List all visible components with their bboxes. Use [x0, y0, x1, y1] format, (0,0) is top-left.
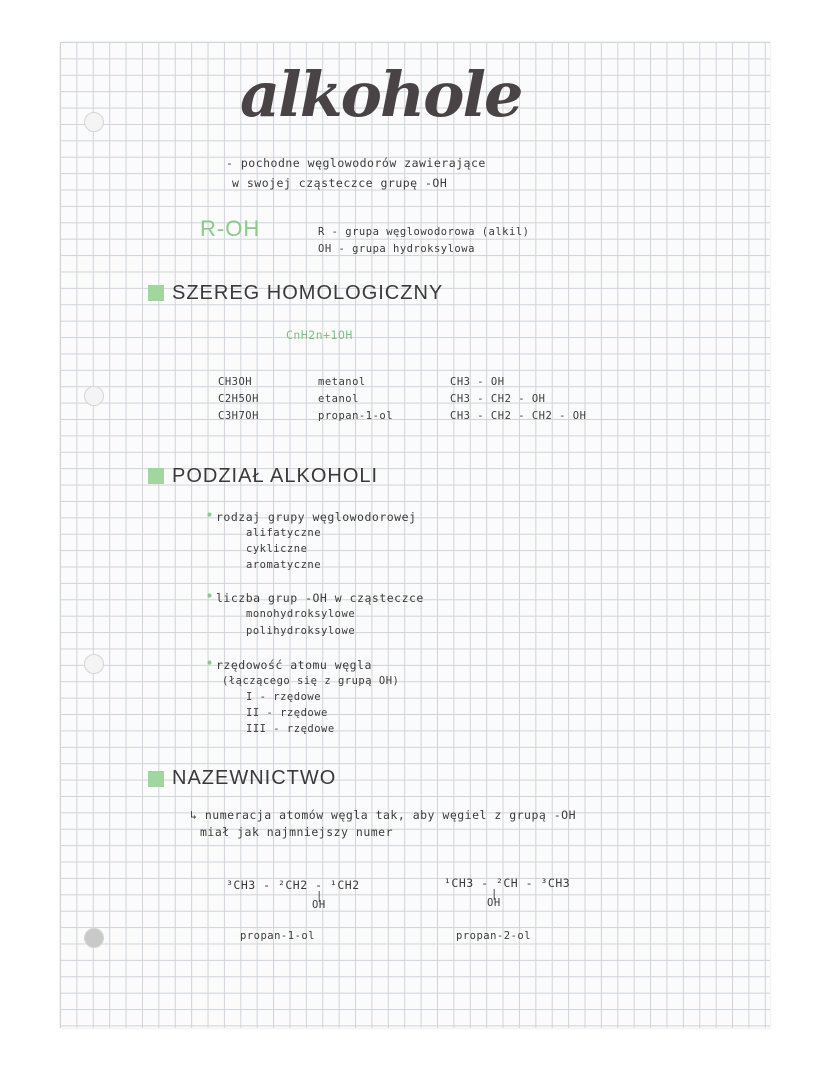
section-marker [148, 771, 164, 787]
homologous-structure: CH3 - CH2 - CH2 - OH [450, 410, 587, 422]
example-1-name: propan-1-ol [240, 930, 316, 942]
general-formula: R-OH [200, 216, 261, 241]
legend-r: R - grupa węglowodorowa (alkil) [318, 226, 530, 238]
division-item: I - rzędowe [246, 691, 322, 703]
bullet-icon: • [206, 508, 214, 522]
definition-line-1: - pochodne węglowodorów zawierające [226, 156, 486, 170]
section-marker [148, 468, 164, 484]
homologous-name: metanol [318, 376, 366, 388]
division-item: polihydroksylowe [246, 625, 356, 637]
binder-hole [84, 654, 104, 674]
example-2-bond: | [491, 888, 498, 900]
definition-line-2: w swojej cząsteczce grupę -OH [232, 176, 448, 190]
section-heading-homologous: SZEREG HOMOLOGICZNY [172, 282, 444, 304]
binder-hole [84, 112, 104, 132]
division-group-subtitle: (łączącego się z grupą OH) [222, 675, 400, 687]
homologous-formula: CH3OH [218, 376, 253, 388]
bullet-icon: • [206, 589, 214, 603]
legend-oh: OH - grupa hydroksylowa [318, 243, 475, 255]
division-group-title: rzędowość atomu węgla [216, 658, 372, 672]
example-2-oh: OH [487, 897, 501, 909]
binder-hole [84, 928, 104, 948]
division-item: aromatyczne [246, 559, 322, 571]
page-title: alkohole [240, 58, 522, 131]
bullet-icon: • [206, 656, 214, 670]
example-1-oh: OH [312, 899, 326, 911]
section-marker [148, 285, 164, 301]
division-item: cykliczne [246, 543, 308, 555]
example-1-bond: | [316, 890, 323, 902]
homologous-name: etanol [318, 393, 359, 405]
division-group-title: rodzaj grupy węglowodorowej [216, 510, 417, 524]
section-heading-naming: NAZEWNICTWO [172, 767, 337, 789]
example-2-name: propan-2-ol [456, 930, 532, 942]
example-1-chain: ³CH3 - ²CH2 - ¹CH2 [226, 878, 360, 892]
section-heading-division: PODZIAŁ ALKOHOLI [172, 465, 379, 487]
homologous-general-formula: CnH2n+1OH [286, 328, 353, 342]
binder-hole [84, 386, 104, 406]
naming-rule-line-1: ↳ numeracja atomów węgla tak, aby węgiel z grupą -OH [190, 808, 577, 822]
division-item: alifatyczne [246, 527, 322, 539]
division-item: II - rzędowe [246, 707, 328, 719]
division-group-title: liczba grup -OH w cząsteczce [216, 591, 424, 605]
homologous-formula: C3H7OH [218, 410, 259, 422]
division-item: III - rzędowe [246, 723, 335, 735]
division-item: monohydroksylowe [246, 608, 356, 620]
example-2-chain: ¹CH3 - ²CH - ³CH3 [444, 876, 571, 890]
homologous-structure: CH3 - OH [450, 376, 505, 388]
homologous-formula: C2H5OH [218, 393, 259, 405]
naming-rule-line-2: miał jak najmniejszy numer [200, 825, 394, 839]
homologous-structure: CH3 - CH2 - OH [450, 393, 546, 405]
homologous-name: propan-1-ol [318, 410, 394, 422]
